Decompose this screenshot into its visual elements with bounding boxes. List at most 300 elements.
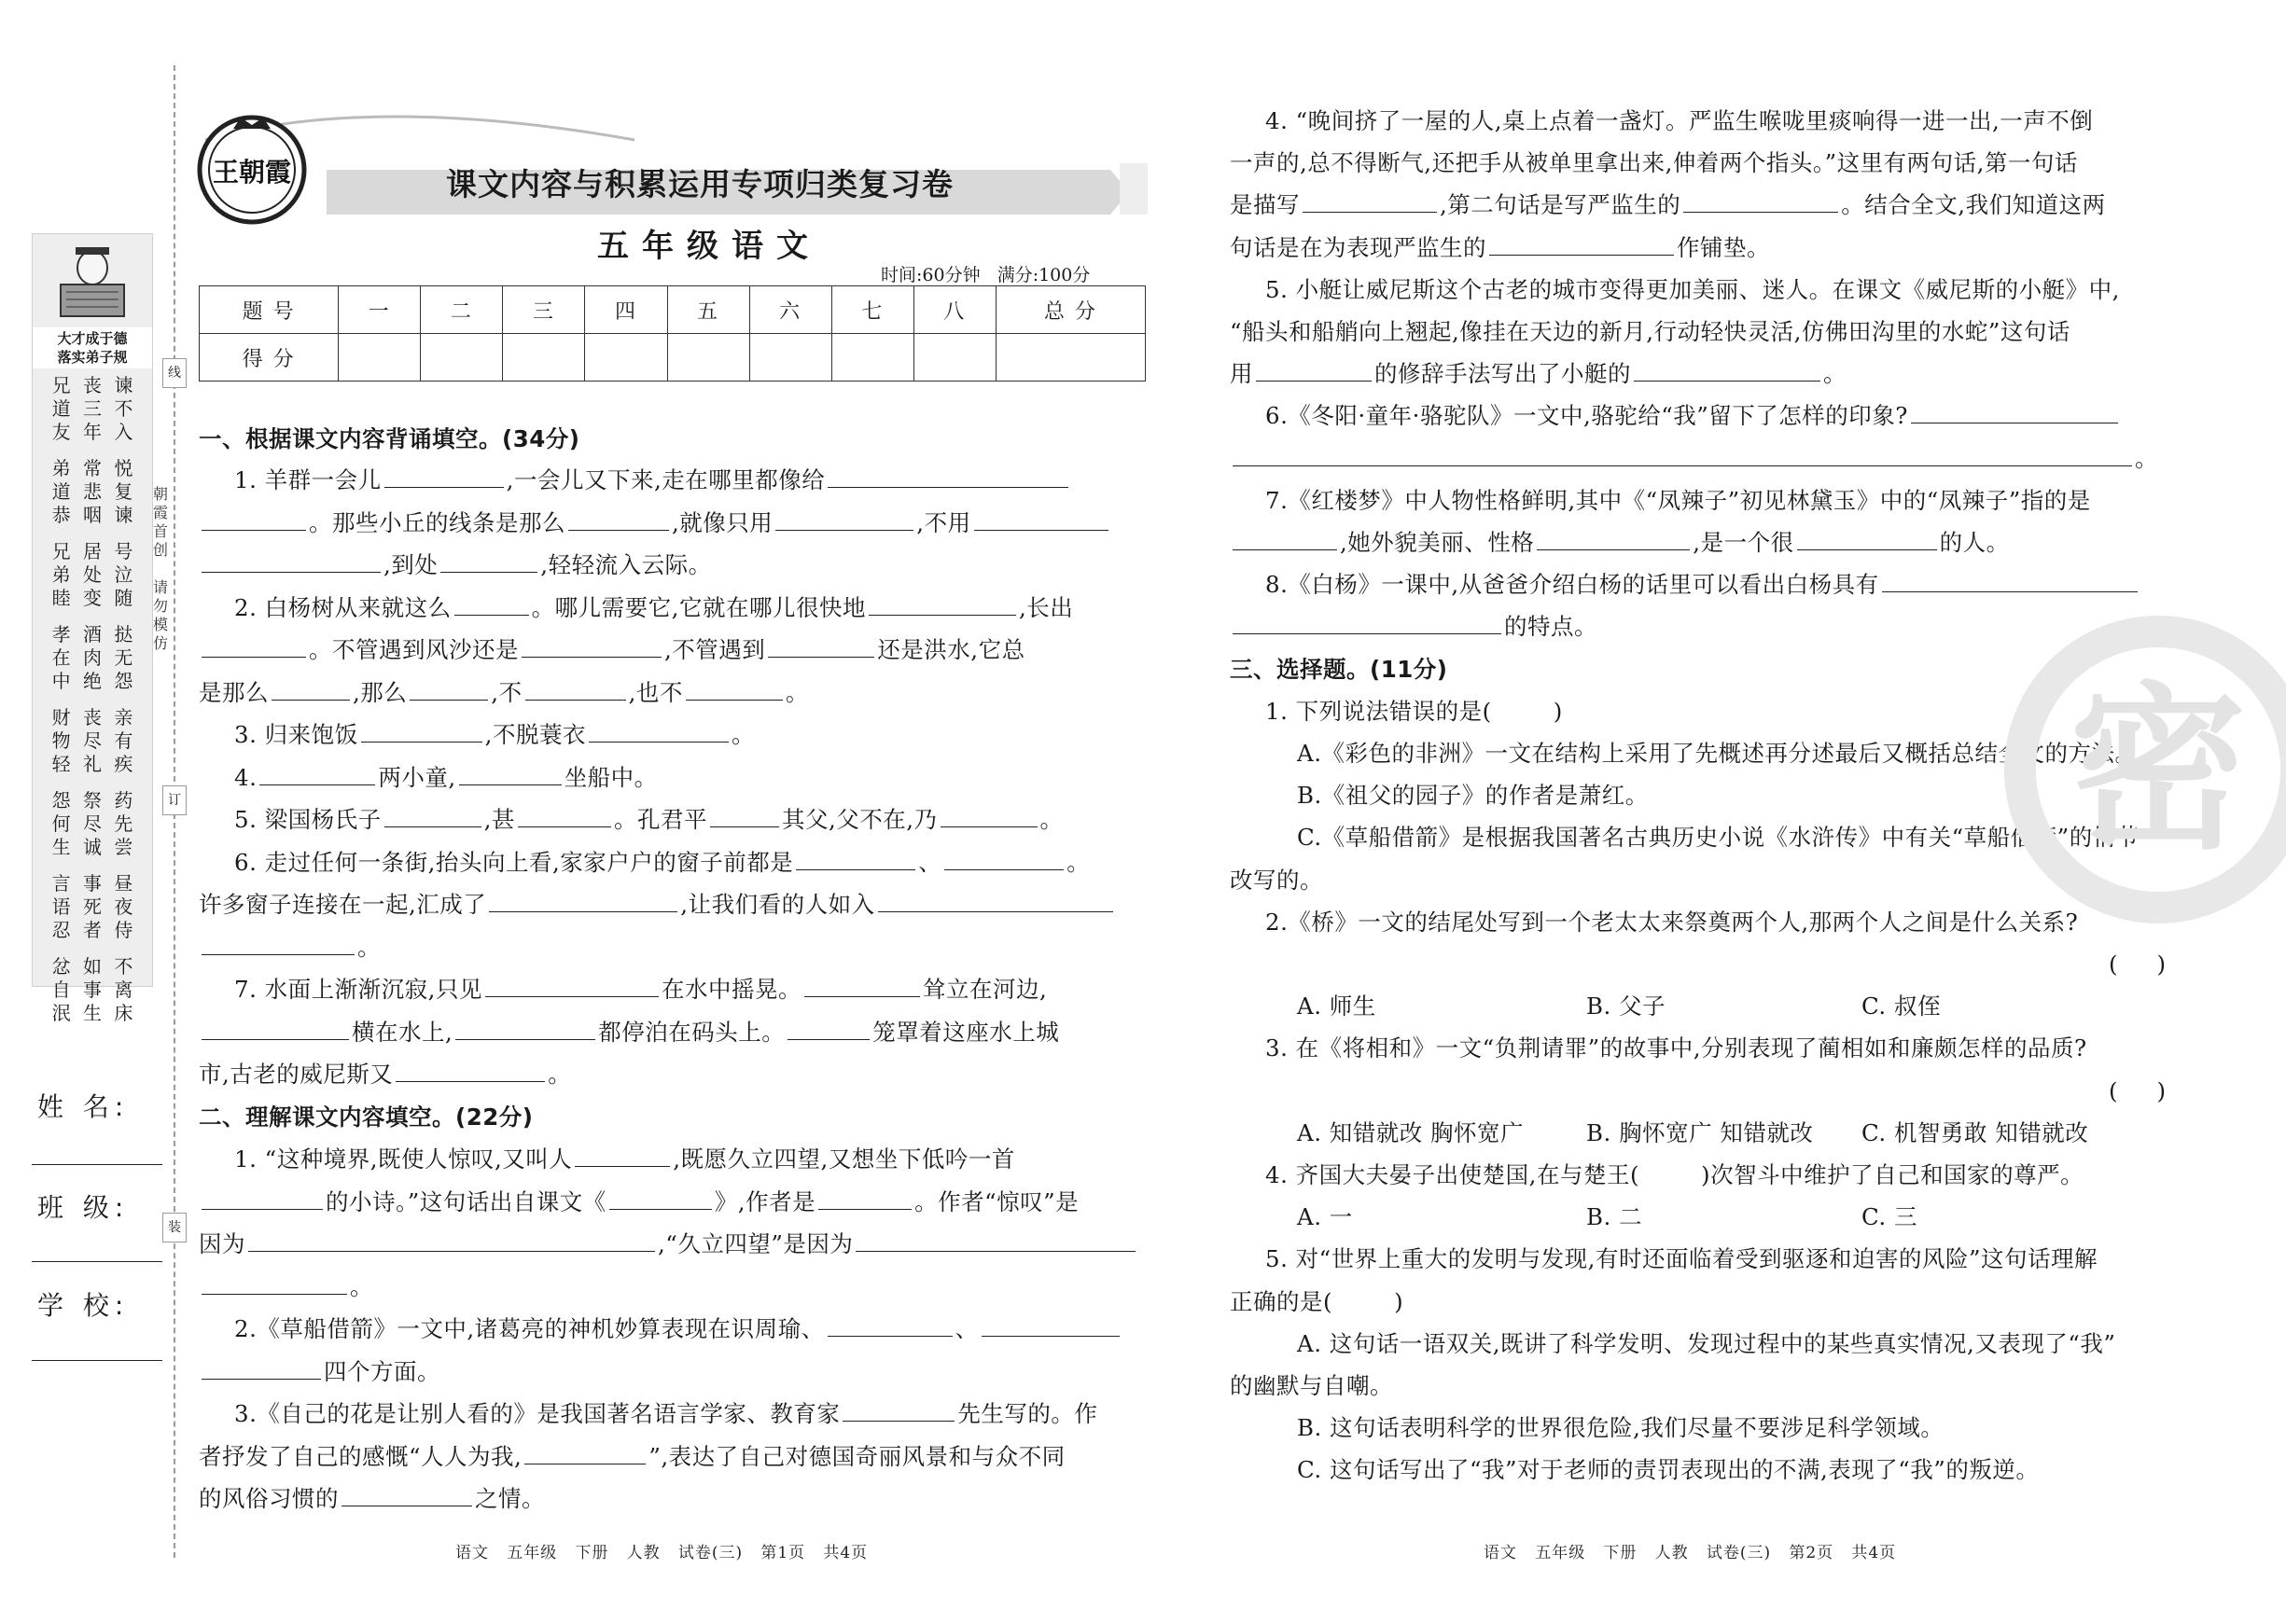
brand-logo <box>196 114 308 226</box>
paper-title: 课文内容与积累运用专项归类复习卷 <box>446 166 954 202</box>
fill-blank[interactable] <box>804 976 920 997</box>
question-text: 3. 归来饱饭 <box>234 721 358 748</box>
question-text: 正确的是( <box>1230 1287 1333 1315</box>
question-text: ,既愿久立四望,又想坐下低吟一首 <box>673 1145 1015 1173</box>
name-field[interactable] <box>32 1164 162 1165</box>
verse-phrase: 酒肉绝 <box>82 623 102 692</box>
question-text: 改写的。 <box>1230 866 1323 894</box>
question-line <box>199 551 712 579</box>
fill-blank[interactable] <box>828 466 1068 488</box>
question-line <box>1265 1161 2084 1189</box>
question-line <box>1265 1034 2087 1062</box>
question-text: ,甚 <box>483 806 515 833</box>
fill-blank[interactable] <box>522 636 662 658</box>
fill-blank[interactable] <box>459 764 562 785</box>
question-text: ,轻轻流入云际。 <box>540 551 712 578</box>
question-line <box>1230 1288 1403 1316</box>
score-row <box>200 334 1146 382</box>
score-table-header: 八 <box>913 286 996 334</box>
question-line <box>1230 360 1847 388</box>
fill-blank[interactable] <box>1537 529 1690 550</box>
question-text: 1. 下列说法错误的是( <box>1265 697 1492 725</box>
question-text: 许多窗子连接在一起,汇成了 <box>199 891 487 918</box>
question-line <box>1265 1245 2098 1273</box>
scholar-illustration <box>33 234 152 327</box>
question-line <box>199 1273 373 1301</box>
question-text: 。 <box>1066 848 1091 876</box>
question-line <box>1230 867 1323 895</box>
question-line <box>199 1061 571 1089</box>
fill-blank[interactable] <box>1683 191 1838 213</box>
question-line <box>1230 529 2010 557</box>
question-line <box>1230 191 2106 219</box>
question-line <box>1297 1330 2115 1358</box>
question-line <box>199 509 1111 537</box>
sidebar-panel <box>32 233 153 1024</box>
verse-phrase: 弟道恭 <box>51 457 71 526</box>
question-text: 3.《自己的花是让别人看的》是我国著名语言学家、教育家 <box>234 1400 841 1427</box>
score-row-label: 得 分 <box>200 334 339 382</box>
question-text: 6. 走过任何一条街,抬头向上看,家家户户的窗子前都是 <box>234 848 794 876</box>
verse-phrase: 亲有疾 <box>114 706 133 775</box>
question-line <box>1230 234 1770 262</box>
question-text: 。结合全文,我们知道这两 <box>1841 191 2106 219</box>
question-text: 其父,父不在,乃 <box>781 806 938 833</box>
verse-phrase: 财物轻 <box>51 706 71 775</box>
score-cell[interactable] <box>749 334 831 382</box>
verse-phrase: 挞无怨 <box>114 623 133 692</box>
score-table-header: 七 <box>831 286 913 334</box>
choice-option[interactable]: C. 叔侄 <box>1861 992 1941 1020</box>
fill-blank[interactable] <box>974 509 1108 531</box>
fill-blank[interactable] <box>202 551 381 573</box>
question-text: 。 <box>785 678 809 706</box>
question-text: 之情。 <box>475 1485 545 1512</box>
question-line <box>199 1230 1138 1258</box>
question-text: 在水中摇晃。 <box>661 976 801 1003</box>
fill-blank[interactable] <box>1797 529 1937 550</box>
binding-mark: 装 <box>162 1213 187 1242</box>
question-text: ,就像只用 <box>672 508 774 536</box>
footer-left: 语文 五年级 下册 人教 试卷(三) 第1页 共4页 <box>455 1544 869 1562</box>
question-text: 句话是在为表现严监生的 <box>1230 233 1486 261</box>
question-line <box>199 679 809 707</box>
score-header-row <box>200 286 1146 334</box>
fill-blank[interactable] <box>589 721 729 743</box>
fill-blank[interactable] <box>518 806 611 827</box>
question-text: 。 <box>1823 360 1847 388</box>
brand-logo-text: 王朝霞 <box>212 157 292 187</box>
question-text: 的小诗。”这句话出自课文《 <box>326 1187 606 1215</box>
question-text: 。作者“惊叹”是 <box>914 1187 1080 1215</box>
fill-blank[interactable] <box>410 679 488 701</box>
question-text: 4. “晚间挤了一屋的人,桌上点着一盏灯。严监生喉咙里痰响得一进一出,一声不倒 <box>1265 107 2094 134</box>
fill-blank[interactable] <box>202 1188 323 1210</box>
verse-phrase: 孝在中 <box>51 623 71 692</box>
question-text: 还是洪水,它总 <box>877 636 1025 663</box>
question-text: ,那么 <box>353 678 408 706</box>
question-text: 是描写 <box>1230 191 1300 219</box>
vertical-note: 朝霞首创 <box>152 485 168 559</box>
fill-blank[interactable] <box>710 806 779 827</box>
fill-blank[interactable] <box>202 1019 349 1040</box>
question-line <box>1265 402 2121 430</box>
fill-blank[interactable] <box>1233 529 1337 550</box>
answer-parentheses <box>2109 951 2167 979</box>
fill-blank[interactable] <box>856 1230 1136 1252</box>
question-text: 的人。 <box>1939 529 2010 556</box>
fill-blank[interactable] <box>1489 234 1674 256</box>
question-text: ,不管遇到 <box>664 636 766 663</box>
score-table-header: 五 <box>667 286 749 334</box>
fill-blank[interactable] <box>1256 360 1372 382</box>
question-text: 者抒发了自己的感慨“人人为我, <box>199 1442 523 1470</box>
fill-blank[interactable] <box>384 466 504 488</box>
question-line <box>1265 571 2140 599</box>
fill-blank[interactable] <box>342 1485 472 1506</box>
question-line <box>234 1315 1122 1343</box>
question-text: 7. 水面上渐渐沉寂,只见 <box>234 976 482 1003</box>
section-title: 三、选择题。(11分) <box>1230 655 1448 683</box>
fill-blank[interactable] <box>202 1273 347 1295</box>
question-text: 的风俗习惯的 <box>199 1485 339 1512</box>
question-text: 。 <box>2135 444 2158 472</box>
question-text: 。那些小丘的线条是那么 <box>309 508 565 536</box>
question-text: 3. 在《将相和》一文“负荆请罪”的故事中,分别表现了蔺相如和廉颇怎样的品质? <box>1265 1034 2087 1062</box>
vertical-note: 请勿模仿 <box>152 578 168 652</box>
verse-grid <box>33 368 152 1038</box>
question-line <box>1265 107 2093 135</box>
fill-blank[interactable] <box>828 1315 953 1337</box>
score-table-header: 六 <box>749 286 831 334</box>
question-text: 、 <box>918 848 942 876</box>
question-text: ) <box>1394 1287 1404 1315</box>
fill-blank[interactable] <box>1634 360 1820 382</box>
question-line <box>199 1358 440 1386</box>
question-text: 因为 <box>199 1230 245 1257</box>
verse-column <box>51 374 72 1038</box>
question-text: 的特点。 <box>1504 613 1597 641</box>
fill-blank[interactable] <box>525 679 626 701</box>
question-text: 。孔君平 <box>613 806 707 833</box>
question-text: 。 <box>350 1272 373 1300</box>
question-text: ,第二句话是写严监生的 <box>1440 191 1681 219</box>
fill-blank[interactable] <box>202 1358 321 1380</box>
question-text: 横在水上, <box>352 1018 453 1046</box>
verse-phrase: 怨何生 <box>51 789 71 858</box>
fill-blank[interactable] <box>485 976 659 997</box>
score-table <box>199 285 1146 382</box>
question-line <box>1297 824 2140 852</box>
question-text: 7.《红楼梦》中人物性格鲜明,其中《“凤辣子”初见林黛玉》中的“凤辣子”指的是 <box>1265 486 2091 514</box>
choice-option[interactable]: C. 机智勇敢 知错就改 <box>1861 1118 2089 1146</box>
question-line <box>1230 613 1597 641</box>
fill-blank[interactable] <box>1233 613 1501 634</box>
fill-blank[interactable] <box>202 509 306 531</box>
paper-subtitle: 五年级语文 <box>597 228 821 265</box>
question-line <box>234 721 755 749</box>
question-text: 的修辞手法写出了小艇的 <box>1374 360 1631 388</box>
fill-blank[interactable] <box>843 1400 955 1422</box>
verse-phrase: 事死者 <box>82 872 102 941</box>
fill-blank[interactable] <box>818 1188 912 1210</box>
school-field[interactable] <box>32 1360 162 1361</box>
fill-blank[interactable] <box>361 721 482 743</box>
question-line <box>199 934 381 962</box>
score-table-label: 题 号 <box>200 286 339 334</box>
question-line <box>1265 487 2091 515</box>
fill-blank[interactable] <box>941 806 1038 827</box>
question-text: ,她外貌美丽、性格 <box>1340 529 1535 556</box>
question-text: 5. 梁国杨氏子 <box>234 806 382 833</box>
score-cell[interactable] <box>585 334 667 382</box>
fill-blank[interactable] <box>489 891 677 912</box>
question-text: 。不管遇到风沙还是 <box>309 636 519 663</box>
fill-blank[interactable] <box>396 1061 545 1082</box>
answer-slot[interactable]: ( ) <box>2109 1076 2167 1104</box>
question-text: 都停泊在码头上。 <box>598 1018 786 1046</box>
verse-phrase: 言语忍 <box>51 872 71 941</box>
question-text: A.《彩色的非洲》一文在结构上采用了先概述再分述最后又概括总结全文的方法。 <box>1297 740 2139 767</box>
question-text: ,一会儿又下来,走在哪里都像给 <box>506 466 826 493</box>
verse-phrase: 常悲咽 <box>82 457 102 526</box>
fill-blank[interactable] <box>944 849 1064 870</box>
score-cell[interactable] <box>667 334 749 382</box>
fill-blank[interactable] <box>1233 445 2132 466</box>
question-text: 一声的,总不得断气,还把手从被单里拿出来,伸着两个指头。”这里有两句话,第一句话 <box>1230 149 2078 177</box>
question-text: 2.《桥》一文的结尾处写到一个老太太来祭奠两个人,那两个人之间是什么关系? <box>1265 908 2079 936</box>
question-text: 。 <box>357 933 381 961</box>
question-text: 。 <box>548 1061 572 1088</box>
question-text: )次智斗中维护了自己和国家的尊严。 <box>1701 1161 2084 1188</box>
question-line <box>199 1443 1066 1471</box>
question-line <box>234 594 1073 622</box>
question-text: 作铺垫。 <box>1677 233 1770 261</box>
verse-phrase: 忿自泯 <box>51 955 71 1024</box>
verse-phrase: 悦复谏 <box>114 457 133 526</box>
question-line <box>1230 1372 1393 1400</box>
score-cell[interactable] <box>503 334 585 382</box>
question-line <box>1230 149 2078 177</box>
verse-phrase: 兄道友 <box>51 374 71 443</box>
binding-mark: 线 <box>162 358 187 388</box>
choice-option[interactable]: B. 胸怀宽广 知错就改 <box>1586 1118 1814 1146</box>
question-line <box>1265 276 2120 304</box>
fill-blank[interactable] <box>878 891 1113 912</box>
choice-option[interactable]: A. 一 <box>1297 1203 1353 1231</box>
fill-blank[interactable] <box>775 509 913 531</box>
question-text: 用 <box>1230 360 1253 388</box>
choice-option[interactable]: B. 父子 <box>1586 992 1666 1020</box>
fill-blank[interactable] <box>686 679 783 701</box>
motto <box>33 327 152 368</box>
score-table-header: 一 <box>339 286 421 334</box>
question-text: 坐船中。 <box>564 763 658 791</box>
verse-phrase: 不离床 <box>114 955 133 1024</box>
question-text: 两小童, <box>378 763 456 791</box>
motto-line: 大才成于德 <box>57 330 128 347</box>
choice-option[interactable]: B. 二 <box>1586 1203 1643 1231</box>
question-text: C. 这句话写出了“我”对于老师的责罚表现出的不满,表现了“我”的叛逆。 <box>1297 1456 2040 1484</box>
verse-phrase: 号泣随 <box>114 540 133 609</box>
question-text: 2. 白杨树从来就这么 <box>234 593 452 621</box>
question-line <box>1230 445 2158 473</box>
question-text: 。 <box>731 721 755 748</box>
question-line <box>1265 698 1563 726</box>
fill-blank[interactable] <box>524 1443 646 1464</box>
score-table-header: 总 分 <box>996 286 1145 334</box>
question-line <box>234 976 1047 1004</box>
fill-blank[interactable] <box>982 1315 1120 1337</box>
answer-slot[interactable]: ( ) <box>2109 951 2167 978</box>
question-text: ,长出 <box>1018 593 1074 621</box>
question-line <box>1297 1414 1944 1442</box>
question-line <box>199 1485 545 1513</box>
fill-blank[interactable] <box>568 509 669 531</box>
question-line <box>234 1145 1015 1173</box>
fill-blank[interactable] <box>440 551 537 573</box>
class-label: 班 级: <box>37 1192 130 1223</box>
score-cell[interactable] <box>996 334 1145 382</box>
question-text: ,不用 <box>916 508 971 536</box>
question-text: 4. 齐国大夫晏子出使楚国,在与楚王( <box>1265 1161 1640 1188</box>
fill-blank[interactable] <box>796 849 915 870</box>
question-line <box>234 1400 1097 1428</box>
score-cell[interactable] <box>913 334 996 382</box>
question-text: A. 这句话一语双关,既讲了科学发明、发现过程中的某些真实情况,又表现了“我” <box>1297 1329 2116 1357</box>
fill-blank[interactable] <box>248 1230 655 1252</box>
choice-option[interactable]: A. 师生 <box>1297 992 1376 1020</box>
question-text: 四个方面。 <box>324 1357 440 1385</box>
verse-phrase: 居处变 <box>82 540 102 609</box>
question-text: ,是一个很 <box>1693 529 1794 556</box>
verse-phrase: 昼夜侍 <box>114 872 133 941</box>
question-text: 6.《冬阳·童年·骆驼队》一文中,骆驼给“我”留下了怎样的印象? <box>1265 402 1908 430</box>
fill-blank[interactable] <box>272 679 350 701</box>
question-text: 先生写的。作 <box>957 1400 1098 1427</box>
question-text: 、 <box>955 1315 979 1342</box>
question-text: 1. “这种境界,既使人惊叹,又叫人 <box>234 1145 573 1173</box>
verse-phrase: 丧三年 <box>82 374 102 443</box>
question-text: 市,古老的威尼斯又 <box>199 1061 394 1088</box>
school-label: 学 校: <box>37 1290 130 1321</box>
score-cell[interactable] <box>831 334 913 382</box>
score-table-header: 四 <box>585 286 667 334</box>
fill-blank[interactable] <box>455 1019 595 1040</box>
name-label: 姓 名: <box>37 1091 130 1122</box>
verse-column <box>113 374 133 1038</box>
binding-mark: 订 <box>162 785 187 815</box>
question-text: ,也不 <box>628 678 683 706</box>
verse-phrase: 如事生 <box>82 955 102 1024</box>
question-text: 5. 对“世界上重大的发明与发现,有时还面临着受到驱逐和迫害的风险”这句话理解 <box>1265 1245 2098 1273</box>
verse-phrase: 谏不入 <box>114 374 133 443</box>
question-line <box>1230 318 2070 346</box>
question-text: B. 这句话表明科学的世界很危险,我们尽量不要涉足科学领域。 <box>1297 1414 1944 1442</box>
motto-line: 落实弟子规 <box>57 349 128 366</box>
question-text: 。哪儿需要它,它就在哪儿很快地 <box>531 593 866 621</box>
question-line <box>199 636 1025 664</box>
time-info: 时间:60分钟 满分:100分 <box>881 265 1091 285</box>
score-table-header: 三 <box>503 286 585 334</box>
question-text: 笼罩着这座水上城 <box>872 1018 1060 1046</box>
answer-parentheses <box>2109 1077 2167 1105</box>
question-text: B.《祖父的园子》的作者是萧红。 <box>1297 782 1649 810</box>
question-text: ,让我们看的人如入 <box>680 891 875 918</box>
question-text: 的幽默与自嘲。 <box>1230 1372 1393 1399</box>
verse-phrase: 药先尝 <box>114 789 133 858</box>
question-text: 》,作者是 <box>714 1187 816 1215</box>
question-text: ,到处 <box>383 551 439 578</box>
fill-blank[interactable] <box>259 764 375 785</box>
question-line <box>1265 909 2078 937</box>
fill-blank[interactable] <box>1882 571 2138 592</box>
section-title: 一、根据课文内容背诵填空。(34分) <box>199 425 580 452</box>
confidential-watermark <box>2004 616 2286 923</box>
fill-blank[interactable] <box>384 806 481 827</box>
choice-option[interactable]: A. 知错就改 胸怀宽广 <box>1297 1118 1525 1146</box>
fill-blank[interactable] <box>1303 191 1437 213</box>
fill-blank[interactable] <box>202 636 306 658</box>
question-line <box>199 1019 1059 1047</box>
class-field[interactable] <box>32 1261 162 1262</box>
question-text: ,不 <box>491 678 523 706</box>
verse-column <box>82 374 103 1038</box>
fill-blank[interactable] <box>768 636 874 658</box>
fill-blank[interactable] <box>454 594 529 616</box>
fill-blank[interactable] <box>788 1019 870 1040</box>
fill-blank[interactable] <box>202 934 355 955</box>
question-text: ,不脱蓑衣 <box>484 721 586 748</box>
question-line <box>199 1188 1079 1216</box>
verse-phrase: 祭尽诚 <box>82 789 102 858</box>
question-line <box>234 466 1071 494</box>
score-cell[interactable] <box>339 334 421 382</box>
score-table-header: 二 <box>421 286 503 334</box>
question-text: 5. 小艇让威尼斯这个古老的城市变得更加美丽、迷人。在课文《威尼斯的小艇》中, <box>1265 275 2120 303</box>
choice-option[interactable]: C. 三 <box>1861 1203 1917 1231</box>
question-text: 8.《白杨》一课中,从爸爸介绍白杨的话里可以看出白杨具有 <box>1265 571 1879 599</box>
question-line <box>234 806 1064 834</box>
question-text: 4. <box>234 763 258 791</box>
question-text: “船头和船艄向上翘起,像挂在天边的新月,行动轻快灵活,仿佛田沟里的水蛇”这句话 <box>1230 318 2070 345</box>
question-text: ”,表达了自己对德国奇丽风景和与众不同 <box>648 1442 1066 1470</box>
fill-blank[interactable] <box>575 1145 670 1167</box>
question-line <box>199 891 1116 919</box>
question-text: 1. 羊群一会儿 <box>234 466 382 493</box>
section-title: 二、理解课文内容填空。(22分) <box>199 1103 534 1131</box>
question-line <box>234 849 1090 877</box>
question-text: ,“久立四望”是因为 <box>658 1230 854 1257</box>
score-cell[interactable] <box>421 334 503 382</box>
watermark-glyph: 密 <box>2069 665 2247 873</box>
question-text: 2.《草船借箭》一文中,诸葛亮的神机妙算表现在识周瑜、 <box>234 1315 825 1342</box>
question-line <box>1297 1456 2039 1484</box>
question-text: 是那么 <box>199 678 269 706</box>
question-text: ) <box>1553 697 1563 725</box>
fill-blank[interactable] <box>609 1188 712 1210</box>
question-line <box>1297 782 1649 810</box>
fill-blank[interactable] <box>1911 402 2118 423</box>
fill-blank[interactable] <box>869 594 1016 616</box>
question-text: 。 <box>1039 806 1064 833</box>
verse-phrase: 兄弟睦 <box>51 540 71 609</box>
question-text: 耸立在河边, <box>922 976 1048 1003</box>
question-text: C.《草船借箭》是根据我国著名古典历史小说《水浒传》中有关“草船借箭”的情节 <box>1297 824 2140 852</box>
footer-right: 语文 五年级 下册 人教 试卷(三) 第2页 共4页 <box>1484 1544 1897 1562</box>
verse-phrase: 丧尽礼 <box>82 706 102 775</box>
question-line <box>234 764 658 792</box>
